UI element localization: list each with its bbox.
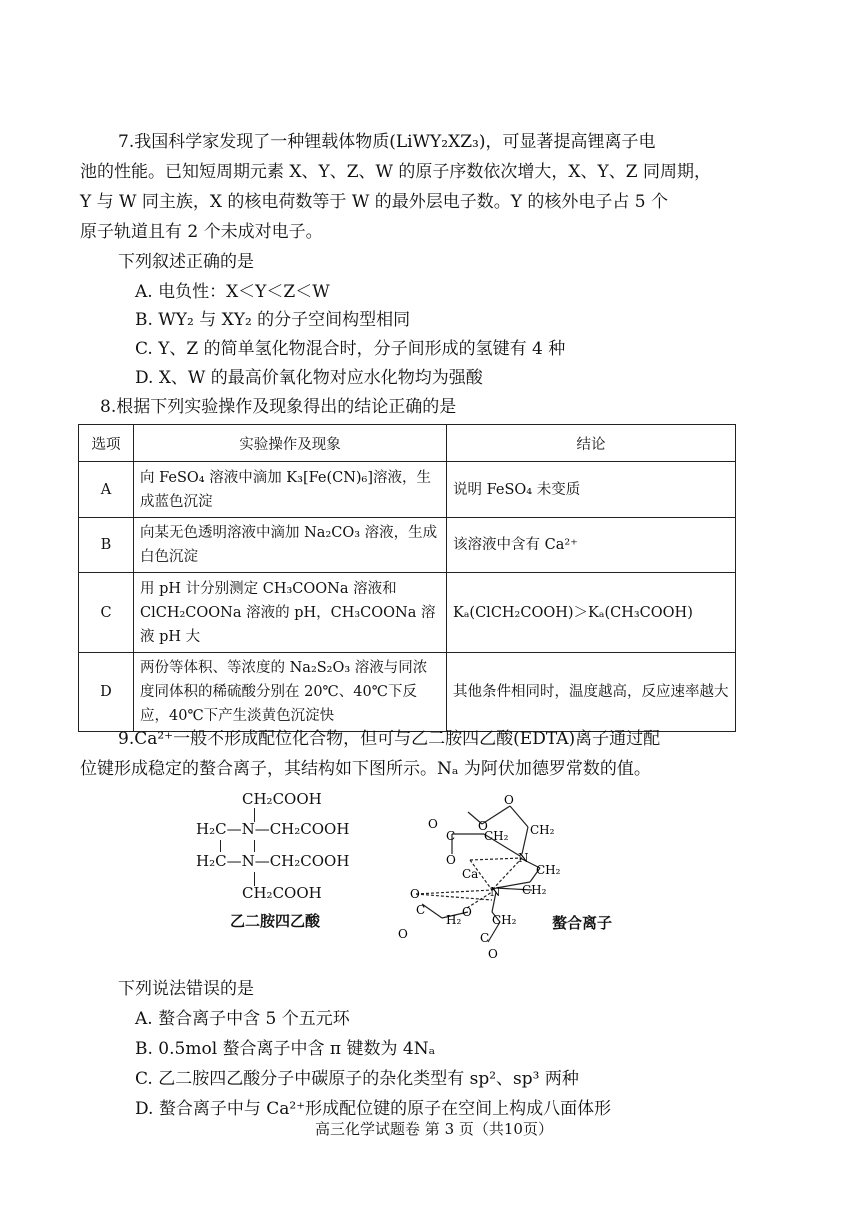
row-option: B bbox=[79, 518, 134, 573]
row-conclusion: 说明 FeSO₄ 未变质 bbox=[447, 462, 736, 518]
atom-label: O bbox=[462, 905, 472, 919]
q9-option-d: D. 螯合离子中与 Ca²⁺形成配位键的原子在空间上构成八面体形 bbox=[135, 1099, 612, 1119]
q9-option-b: B. 0.5mol 螯合离子中含 π 键数为 4Nₐ bbox=[135, 1039, 436, 1059]
q7-prompt: 下列叙述正确的是 bbox=[118, 252, 254, 272]
atom-label: O bbox=[446, 853, 456, 867]
row-conclusion: 该溶液中含有 Ca²⁺ bbox=[447, 518, 736, 573]
q9-line2: 位键形成稳定的螯合离子，其结构如下图所示。Nₐ 为阿伏加德罗常数的值。 bbox=[80, 759, 651, 779]
page-footer: 高三化学试题卷 第 3 页（共10页） bbox=[315, 1120, 553, 1138]
atom-label: O bbox=[398, 927, 408, 941]
atom-label: O bbox=[478, 819, 488, 833]
q7-line1: 7.我国科学家发现了一种锂载体物质(LiWY₂XZ₃)，可显著提高锂离子电 bbox=[118, 132, 656, 152]
atom-label: C bbox=[446, 829, 456, 843]
atom-label: O bbox=[428, 817, 438, 831]
q7-option-d: D. X、W 的最高价氧化物对应水化物均为强酸 bbox=[135, 368, 483, 388]
table-header-operation: 实验操作及现象 bbox=[134, 425, 447, 462]
atom-label: O bbox=[488, 947, 498, 961]
q7-option-b: B. WY₂ 与 XY₂ 的分子空间构型相同 bbox=[135, 310, 411, 330]
edta-bottom-group: CH₂COOH bbox=[242, 884, 322, 902]
bond-line bbox=[254, 840, 255, 852]
atom-label: Ca bbox=[462, 867, 479, 881]
q7-option-a: A. 电负性：X＜Y＜Z＜W bbox=[135, 282, 330, 302]
edta-row2: H₂C—N—CH₂COOH bbox=[196, 852, 350, 870]
row-conclusion: Kₐ(ClCH₂COOH)＞Kₐ(CH₃COOH) bbox=[447, 573, 736, 653]
atom-label: O bbox=[410, 887, 420, 901]
row-operation: 用 pH 计分别测定 CH₃COONa 溶液和 ClCH₂COONa 溶液的 pH，CH₃COONa 溶液 pH 大 bbox=[134, 573, 447, 653]
table-header-row bbox=[79, 425, 736, 462]
atom-label: C bbox=[480, 931, 490, 945]
chelate-structure-diagram bbox=[392, 782, 592, 962]
row-option: A bbox=[79, 462, 134, 518]
row-operation: 两份等体积、等浓度的 Na₂S₂O₃ 溶液与同浓度同体积的稀硫酸分别在 20℃、40℃下反应，40℃下产生淡黄色沉淀快 bbox=[134, 653, 447, 732]
edta-top-group: CH₂COOH bbox=[242, 790, 322, 808]
atom-label: CH₂ bbox=[536, 863, 561, 877]
table-row bbox=[79, 462, 736, 518]
q9-option-c: C. 乙二胺四乙酸分子中碳原子的杂化类型有 sp²、sp³ 两种 bbox=[135, 1069, 579, 1089]
table-row bbox=[79, 518, 736, 573]
edta-caption: 乙二胺四乙酸 bbox=[230, 912, 321, 930]
table-header-conclusion: 结论 bbox=[447, 425, 736, 462]
q7-line2: 池的性能。已知短周期元素 X、Y、Z、W 的原子序数依次增大，X、Y、Z 同周期， bbox=[80, 162, 711, 182]
atom-label: N bbox=[518, 851, 529, 865]
edta-row1: H₂C—N—CH₂COOH bbox=[196, 820, 350, 838]
row-operation: 向 FeSO₄ 溶液中滴加 K₃[Fe(CN)₆]溶液，生成蓝色沉淀 bbox=[134, 462, 447, 518]
atom-label: C bbox=[416, 903, 426, 917]
atom-label: N bbox=[490, 885, 501, 899]
atom-label: H₂ bbox=[446, 913, 462, 927]
experiment-table bbox=[78, 424, 736, 732]
q7-option-c: C. Y、Z 的简单氢化物混合时，分子间形成的氢键有 4 种 bbox=[135, 339, 566, 359]
atom-label: CH₂ bbox=[492, 913, 517, 927]
row-option: C bbox=[79, 573, 134, 653]
q7-line4: 原子轨道且有 2 个未成对电子。 bbox=[80, 222, 323, 242]
row-option: D bbox=[79, 653, 134, 732]
table-row bbox=[79, 653, 736, 732]
atom-label: CH₂ bbox=[530, 823, 555, 837]
row-conclusion: 其他条件相同时，温度越高，反应速率越大 bbox=[447, 653, 736, 732]
atom-label: O bbox=[504, 793, 514, 807]
chelate-caption: 螯合离子 bbox=[552, 914, 613, 932]
q8-stem: 8.根据下列实验操作及现象得出的结论正确的是 bbox=[100, 397, 457, 417]
table-header-option: 选项 bbox=[79, 425, 134, 462]
q9-line1: 9.Ca²⁺一般不形成配位化合物，但可与乙二胺四乙酸(EDTA)离子通过配 bbox=[118, 729, 661, 749]
atom-label: CH₂ bbox=[522, 883, 547, 897]
atom-label: CH₂ bbox=[484, 829, 509, 843]
q9-option-a: A. 螯合离子中含 5 个五元环 bbox=[135, 1009, 350, 1029]
row-operation: 向某无色透明溶液中滴加 Na₂CO₃ 溶液，生成白色沉淀 bbox=[134, 518, 447, 573]
table-row bbox=[79, 573, 736, 653]
edta-structure bbox=[196, 790, 386, 938]
bond-line bbox=[220, 840, 221, 852]
q7-line3: Y 与 W 同主族，X 的核电荷数等于 W 的最外层电子数。Y 的核外电子占 5 个 bbox=[80, 192, 668, 212]
q9-prompt: 下列说法错误的是 bbox=[118, 979, 254, 999]
